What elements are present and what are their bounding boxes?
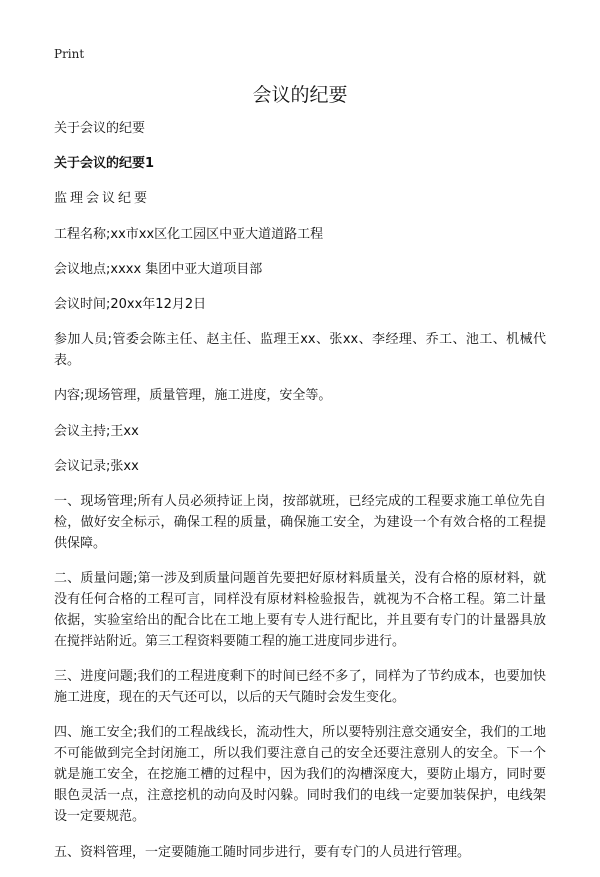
document-title: 会议的纪要 [252, 84, 348, 106]
paragraph-host: 会议主持;王xx [54, 423, 139, 439]
paragraph-meeting-location: 会议地点;xxxx 集团中亚大道项目部 [54, 261, 263, 277]
paragraph-subject: 关于会议的纪要 [54, 121, 146, 136]
paragraph-recorder: 会议记录;张xx [54, 458, 139, 474]
paragraph-content: 内容;现场管理，质量管理，施工进度，安全等。 [54, 388, 332, 404]
paragraph-minutes-type: 监理会议纪要 [54, 191, 151, 207]
document-body [54, 118, 546, 877]
paragraph-site-management: 一、现场管理;所有人员必须持证上岗，按部就班，已经完成的工程要求施工单位先自检，做好安全标示，确保工程的质量，确保施工安全，为建设一个有效合格的工程提供保障。 [54, 493, 546, 551]
paragraph-meeting-time: 会议时间;20xx年12月2日 [54, 296, 207, 312]
paragraph-attendees: 参加人员;管委会陈主任、赵主任、监理王xx、张xx、李经理、乔工、池工、机械代表。 [54, 332, 546, 369]
paragraph-heading: 关于会议的纪要1 [54, 156, 155, 172]
paragraph-progress: 三、进度问题;我们的工程进度剩下的时间已经不多了，同样为了节约成本，也要加快施工进度，现在的天气还可以，以后的天气随时会发生变化。 [54, 669, 546, 706]
print-link[interactable]: Print [54, 47, 85, 61]
paragraph-safety: 四、施工安全;我们的工程战线长，流动性大，所以要特别注意交通安全，我们的工地不可能做到完全封闭施工，所以我们要注意自己的安全还要注意别人的安全。下一个就是施工安全，在挖施工槽的过程中，因为我们的沟槽深度大，要防止塌方，同时要眼色灵活一点，注意挖机的动向及时闪躲。同时我们的电线一定要加装保护，电线架设一定要规范。 [54, 725, 546, 825]
paragraph-project-name: 工程名称;xx市xx区化工园区中亚大道道路工程 [54, 226, 324, 242]
paragraph-documentation: 五、资料管理，一定要随施工随时同步进行，要有专门的人员进行管理。 [54, 844, 471, 860]
paragraph-quality: 二、质量问题;第一涉及到质量问题首先要把好原材料质量关，没有合格的原材料，就没有任何合格的工程可言，同样没有原材料检验报告，就视为不合格工程。第二计量依据，实验室给出的配合比在工地上要有专人进行配比，并且要有专门的计量器具放在搅拌站附近。第三工程资料要随工程的施工进度同步进行。 [54, 571, 546, 650]
